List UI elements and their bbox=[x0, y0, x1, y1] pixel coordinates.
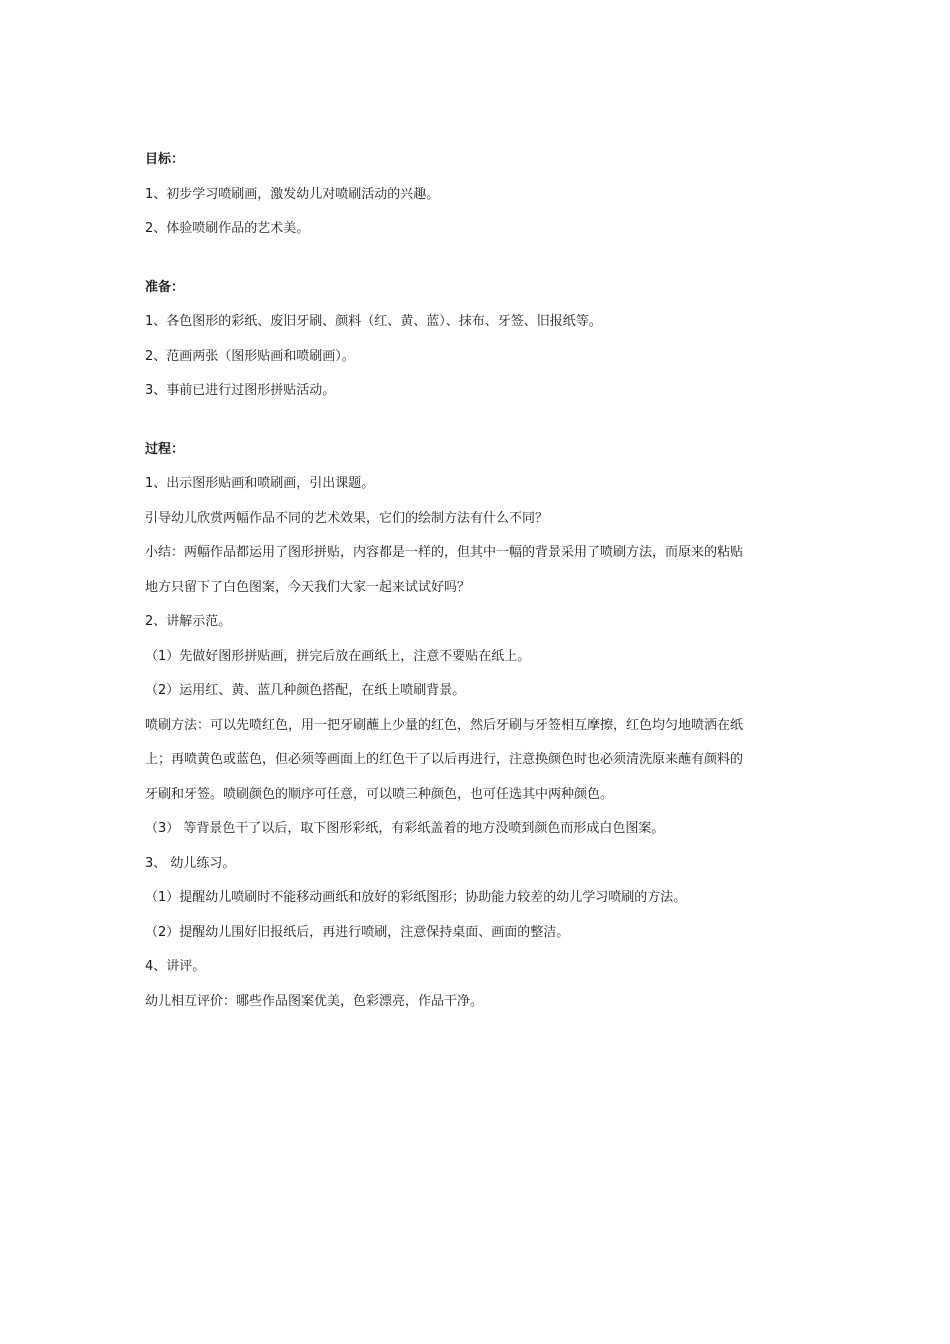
process-item: （2）提醒幼儿围好旧报纸后，再进行喷刷，注意保持桌面、画面的整洁。 bbox=[145, 924, 570, 940]
process-item: （2）运用红、黄、蓝几种颜色搭配，在纸上喷刷背景。 bbox=[145, 683, 466, 698]
process-item: 上；再喷黄色或蓝色，但必须等画面上的红色干了以后再进行，注意换颜色时也必须清洗原来蘸有颜料的 bbox=[145, 752, 744, 767]
process-item: 牙刷和牙签。喷刷颜色的顺序可任意，可以喷三种颜色，也可任选其中两种颜色。 bbox=[145, 786, 614, 802]
process-heading: 过程： bbox=[145, 441, 185, 457]
process-item: 喷刷方法：可以先喷红色，用一把牙刷蘸上少量的红色，然后牙刷与牙签相互摩擦，红色均匀地喷洒在纸 bbox=[145, 717, 744, 733]
prep-item: 3、事前已进行过图形拼贴活动。 bbox=[145, 383, 336, 398]
process-item: 地方只留下了白色图案，今天我们大家一起来试试好吗？ bbox=[145, 579, 471, 595]
prep-heading: 准备： bbox=[145, 279, 185, 295]
goals-heading: 目标： bbox=[145, 152, 185, 167]
section-gap bbox=[145, 247, 810, 271]
process-item: 1、出示图形贴画和喷刷画，引出课题。 bbox=[145, 476, 375, 491]
process-item: 2、讲解示范。 bbox=[145, 614, 232, 629]
process-item: 3、 幼儿练习。 bbox=[145, 855, 236, 871]
process-item: （1）先做好图形拼贴画，拼完后放在画纸上，注意不要贴在纸上。 bbox=[145, 648, 531, 664]
process-item: 幼儿相互评价：哪些作品图案优美，色彩漂亮，作品干净。 bbox=[145, 993, 484, 1009]
goals-item: 1、初步学习喷刷画，激发幼儿对喷刷活动的兴趣。 bbox=[145, 186, 440, 202]
process-item: 4、讲评。 bbox=[145, 959, 206, 974]
document-body bbox=[145, 143, 810, 1019]
prep-item: 1、各色图形的彩纸、废旧牙刷、颜料（红、黄、蓝）、抹布、牙签、旧报纸等。 bbox=[145, 314, 602, 329]
process-item: 引导幼儿欣赏两幅作品不同的艺术效果，它们的绘制方法有什么不同？ bbox=[145, 510, 549, 526]
goals-item: 2、体验喷刷作品的艺术美。 bbox=[145, 221, 310, 236]
section-gap bbox=[145, 409, 810, 433]
process-item: （1）提醒幼儿喷刷时不能移动画纸和放好的彩纸图形；协助能力较差的幼儿学习喷刷的方法。 bbox=[145, 890, 687, 905]
process-item: 小结：两幅作品都运用了图形拼贴，内容都是一样的，但其中一幅的背景采用了喷刷方法，而原来的粘贴 bbox=[145, 545, 744, 560]
prep-item: 2、范画两张（图形贴画和喷刷画）。 bbox=[145, 348, 355, 364]
process-item: （3） 等背景色干了以后，取下图形彩纸，有彩纸盖着的地方没喷到颜色而形成白色图案。 bbox=[145, 821, 665, 836]
